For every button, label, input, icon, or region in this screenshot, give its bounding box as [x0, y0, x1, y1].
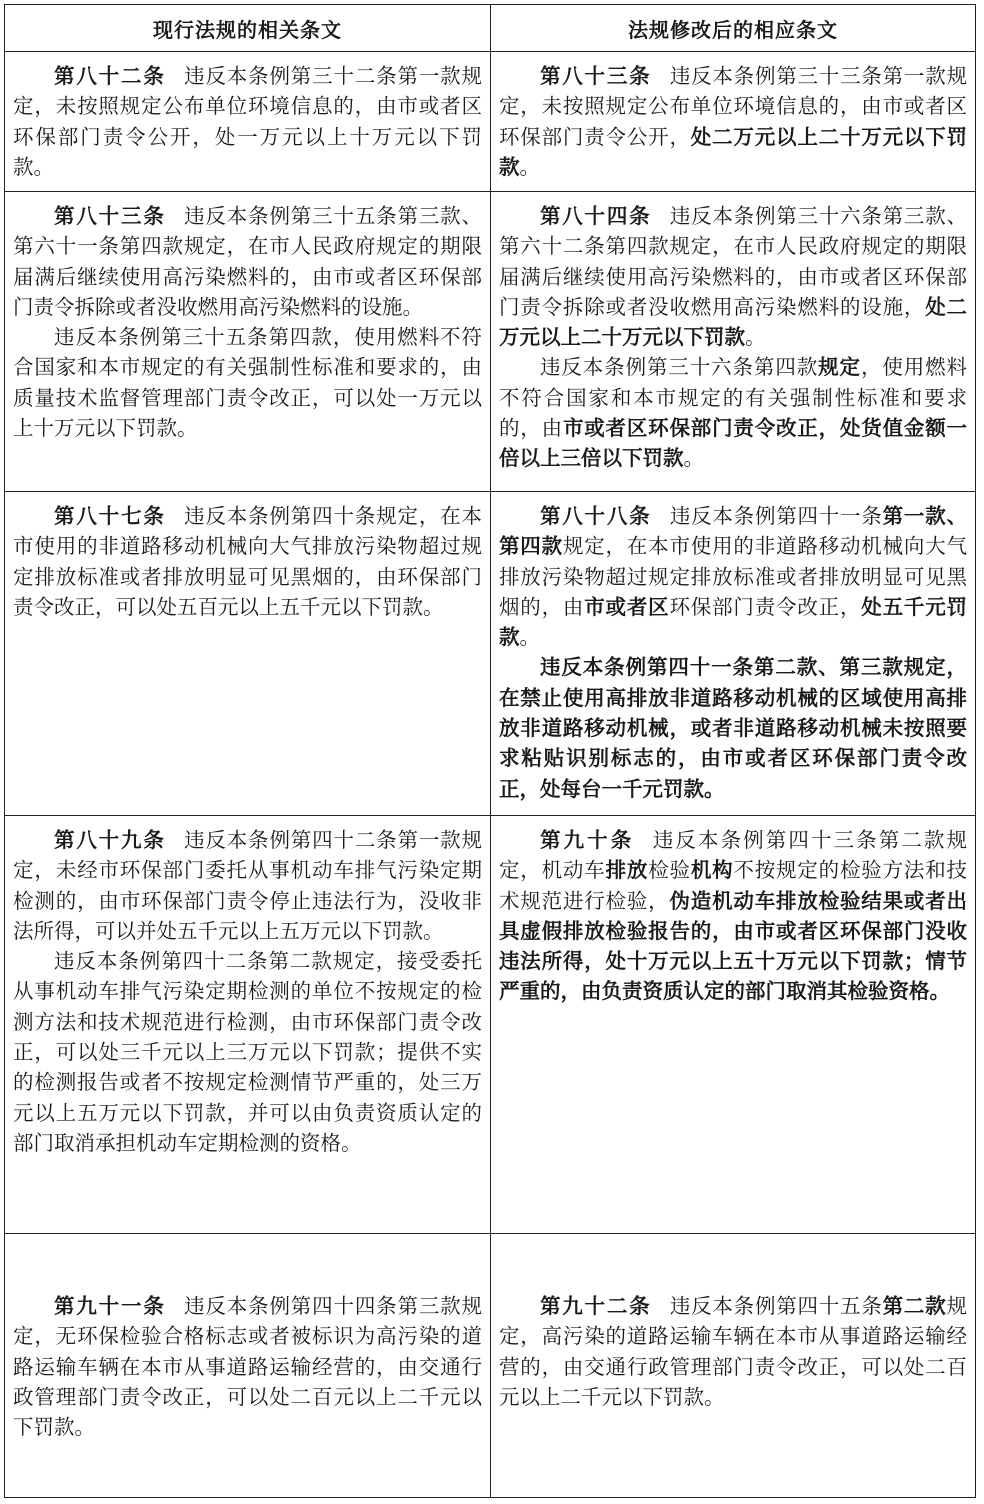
- header-current-regulation: 现行法规的相关条文: [153, 17, 342, 42]
- clause-paragraph: [13, 501, 482, 622]
- comparison-table: [4, 4, 976, 1498]
- clause-text: 环保部门责令改正，: [669, 594, 862, 619]
- clause-text: 违反本条例第三十二条第一款规定，未按照规定公布单位环境信息的，由市或者区环保部门责令公开，处一万元以上十万元以下罚款。: [13, 64, 483, 179]
- clause-text: 。: [519, 154, 540, 179]
- row-divider: [5, 815, 975, 816]
- clause-paragraph: [499, 825, 967, 1007]
- article-number: 第八十三条: [54, 204, 166, 228]
- amended-text: 伪造机动车排放检验结果或者出具虚假排放检验报告的，由市或者区环保部门没收违法所得，处十万元以上五十万元以下罚款；情节严重的，由负责资质认定的部门取消其检验资格。: [499, 888, 968, 1004]
- clause-text: 检验: [648, 858, 691, 883]
- amended-text: 规定: [818, 355, 861, 380]
- row-divider: [5, 51, 975, 52]
- clause-text: 违反本条例第三十六条第四款: [540, 355, 819, 380]
- clause-text: 规定，高污染的道路运输车辆在本市从事道路运输经营的，由交通行政管理部门责令改正，可以处二百元以上二千元以下罚款。: [499, 1294, 967, 1409]
- amended-text: 市或者区环保部门责令改正，处货值金额一倍以上三倍以下罚款: [499, 416, 968, 471]
- article-number: 第八十九条: [54, 828, 166, 852]
- table-cell-current: [5, 61, 490, 182]
- amended-text: 处二万元以上二十万元以下罚款: [499, 124, 968, 179]
- clause-paragraph: [499, 1291, 967, 1412]
- clause-text: 。: [683, 446, 704, 471]
- table-cell-revised: [491, 501, 975, 804]
- table-cell-current: [5, 1291, 490, 1442]
- clause-text: 不按规定的检验方法和技术规范进行检验，: [499, 858, 968, 913]
- clause-text: 违反本条例第四十一条: [669, 504, 883, 528]
- article-number: 第八十三条: [540, 64, 652, 88]
- clause-paragraph: [499, 652, 967, 803]
- amended-text: 市或者区: [584, 594, 670, 619]
- clause-text: 违反本条例第三十三条第一款规定，未按照规定公布单位环境信息的，由市或者区环保部门责令公开，: [499, 64, 967, 149]
- clause-text: 违反本条例第四十二条第二款规定，接受委托从事机动车排气污染定期检测的单位不按规定的检测方法和技术规范进行检测，由市环保部门责令改正，可以处三千元以上三万元以下罚款；提供不实的检测报告或者不按规定检测情节严重的，处三万元以上五万元以下罚款，并可以由负责资质认定的部门取消承担机动车定期检测的资格。: [13, 949, 482, 1155]
- amended-text: 第二款: [882, 1294, 947, 1318]
- table-cell-revised: [491, 1291, 975, 1412]
- article-number: 第九十二条: [540, 1294, 652, 1318]
- clause-paragraph: [499, 201, 967, 352]
- amended-text: 第一款、第四款: [499, 504, 967, 559]
- clause-text: 。: [519, 625, 540, 650]
- article-number: 第八十四条: [540, 204, 652, 228]
- row-divider: [5, 191, 975, 192]
- clause-paragraph: [499, 352, 967, 473]
- clause-paragraph: [13, 825, 482, 946]
- clause-paragraph: [13, 61, 482, 182]
- clause-paragraph: [13, 1291, 482, 1442]
- amended-text: 排放: [605, 858, 649, 883]
- table-cell-revised: [491, 201, 975, 474]
- row-divider: [5, 491, 975, 492]
- clause-paragraph: [13, 946, 482, 1158]
- amended-text: 机构: [690, 858, 734, 883]
- article-number: 第九十一条: [54, 1294, 166, 1318]
- amended-text: 处五千元罚款: [499, 594, 968, 650]
- article-number: 第八十二条: [54, 64, 166, 88]
- table-cell-revised: [491, 825, 975, 1007]
- clause-paragraph: [13, 322, 482, 443]
- clause-text: 。: [745, 325, 766, 350]
- table-cell-current: [5, 201, 490, 443]
- clause-text: ，使用燃料不符合国家和本市规定的有关强制性标准和要求的，由: [499, 355, 968, 441]
- clause-paragraph: [13, 201, 482, 322]
- clause-text: 规定，在本市使用的非道路移动机械向大气排放污染物超过规定排放标准或者排放明显可见黑烟的，由: [499, 534, 968, 619]
- clause-text: 违反本条例第四十三条第二款规定，机动车: [499, 828, 968, 883]
- clause-paragraph: [499, 501, 967, 652]
- header-revised-regulation: 法规修改后的相应条文: [628, 17, 838, 42]
- amended-text: 处二万元以上二十万元以下罚款: [499, 294, 968, 350]
- clause-text: 违反本条例第四十二条第一款规定，未经市环保部门委托从事机动车排气污染定期检测的，由市环保部门责令停止违法行为，没收非法所得，可以并处五千元以上五万元以下罚款。: [13, 828, 483, 943]
- article-number: 第八十八条: [540, 504, 652, 528]
- clause-text: 违反本条例第三十六条第三款、第六十二条第四款规定，在市人民政府规定的期限届满后继续使用高污染燃料的，由市或者区环保部门责令拆除或者没收燃用高污染燃料的设施，: [499, 204, 967, 319]
- amended-text: 违反本条例第四十一条第二款、第三款规定，在禁止使用高排放非道路移动机械的区域使用高排放非道路移动机械，或者非道路移动机械未按照要求粘贴识别标志的，由市或者区环保部门责令改正，处每台一千元罚款。: [499, 655, 967, 801]
- table-cell-revised: [491, 61, 975, 182]
- clause-paragraph: [499, 61, 967, 182]
- clause-text: 违反本条例第三十五条第三款、第六十一条第四款规定，在市人民政府规定的期限届满后继续使用高污染燃料的，由市或者区环保部门责令拆除或者没收燃用高污染燃料的设施。: [13, 204, 483, 319]
- clause-text: 违反本条例第四十四条第三款规定，无环保检验合格标志或者被标识为高污染的道路运输车辆在本市从事道路运输经营的，由交通行政管理部门责令改正，可以处二百元以上二千元以下罚款。: [13, 1294, 483, 1440]
- clause-text: 违反本条例第四十五条: [669, 1294, 883, 1318]
- article-number: 第八十七条: [54, 504, 166, 528]
- clause-text: 违反本条例第三十五条第四款，使用燃料不符合国家和本市规定的有关强制性标准和要求的，由质量技术监督管理部门责令改正，可以处一万元以上十万元以下罚款。: [13, 325, 482, 441]
- clause-text: 违反本条例第四十条规定，在本市使用的非道路移动机械向大气排放污染物超过规定排放标准或者排放明显可见黑烟的，由环保部门责令改正，可以处五百元以上五千元以下罚款。: [13, 504, 483, 619]
- table-cell-current: [5, 825, 490, 1158]
- table-cell-current: [5, 501, 490, 622]
- row-divider: [5, 1233, 975, 1234]
- article-number: 第九十条: [540, 828, 635, 852]
